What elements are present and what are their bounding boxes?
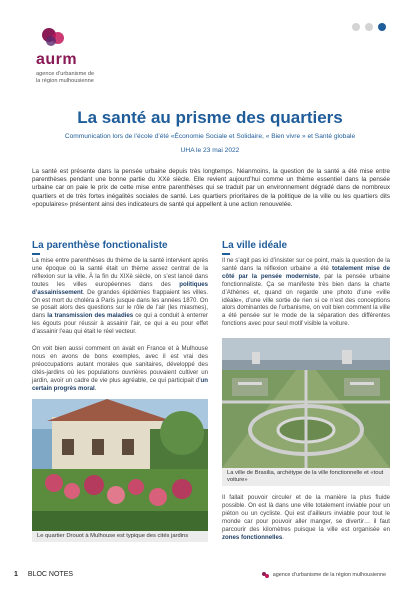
- page-dot[interactable]: [365, 23, 373, 31]
- left-column-heading: La parenthèse fonctionaliste: [32, 240, 168, 251]
- left-paragraph-1: La mise entre parenthèses du thème de la santé intervient après une époque où la santé était un thème assez central de la réflexion sur la ville. À la fin du XIXè siècle, on s’est lancé dans toutes les villes européennes dans des politiques d’assainissement. De grandes épidémies frappaient les villes. On est mort du choléra à Paris jusque dans les années 1870. On se posait alors des questions sur le rôle de l’air (les miasmes), dans la transmission des maladies ce qui a conduit à enterrer les égouts pour réussir à assainir l’air, ce qui a eu pour effet d’assainir l’eau qui était le réel vecteur.: [32, 257, 208, 336]
- left-photo-caption: Le quartier Drouot à Mulhouse est typique des cités jardins: [32, 531, 208, 542]
- footer-page-info: [14, 571, 73, 578]
- right-paragraph-1: Il ne s’agit pas ici d’insister sur ce point, mais la question de la santé dans la réflexion urbaine a été totalement mise de côté par la pensée moderniste, par la pensée urbaine fonctionnaliste. Ça se manifeste très bien dans la charte d’Athènes et, quand on regarde une photo d’une «ville idéale», d’une ville sortie de rien si ce n’est des conceptions alors dominantes de l’urbanisme, on voit bien comment la ville a été pensée sur le mode de la séparation des différentes fonctions avec pour seul motif visible la voiture.: [222, 257, 391, 328]
- heading-underline: [32, 253, 40, 255]
- aurm-logo: [36, 26, 136, 85]
- right-column-heading: La ville idéale: [222, 240, 288, 251]
- logo-tagline: agence d’urbanisme de la région mulhousienne: [36, 71, 95, 84]
- page-dot-active[interactable]: [378, 23, 386, 31]
- footer-agency: [262, 572, 386, 578]
- page-indicator: [352, 23, 386, 31]
- article-intro: La santé est présente dans la pensée urbaine depuis très longtemps. Néanmoins, la question de la santé a été mise entre parenthèses pendant une bonne partie du XXè siècle. Elle revient aujourd’hui comme un thème essentiel dans la pensée urbaine car on paie le prix de cette mise entre parenthèses qui se traduit par un environnement dégradé dans de nombreux quartiers et de très fortes inégalités sociales de santé. Les quartiers prioritaires de la politique de la ville ou les quartiers dits «populaires» présentent ainsi des indicateurs de santé qui appellent à une action renouvelée.: [32, 168, 390, 208]
- garden-city-photo: [32, 399, 208, 531]
- agency-name: agence d’urbanisme de la région mulhousienne: [272, 572, 386, 578]
- page-number: 1: [14, 571, 18, 578]
- logo-wordmark: aurm: [36, 51, 78, 68]
- logo-mark-icon: [36, 26, 76, 50]
- heading-underline: [222, 253, 230, 255]
- article-date: UHA le 23 mai 2022: [180, 147, 240, 154]
- article-title: La santé au prisme des quartiers: [77, 108, 343, 127]
- brasilia-photo: [222, 338, 390, 468]
- article-subtitle: Communication lors de l’école d’été «Économie Sociale et Solidaire, « Bien vivre » et Santé globale: [64, 133, 356, 140]
- agency-logo-icon: [262, 572, 270, 578]
- page-dot[interactable]: [352, 23, 360, 31]
- section-name: BLOC NOTES: [27, 571, 74, 578]
- right-paragraph-2: Il fallait pouvoir circuler et de la manière la plus fluide possible. On est là dans une ville totalement inviable pour un piéton ou un cycliste. Qui est d’ailleurs inviable pour tout le monde car pour pouvoir aller manger, se divertir… il faut parcourir des kilomètres puisque la ville est organisée en zones fonctionnelles.: [222, 494, 390, 541]
- right-photo-caption: La ville de Brasilia, archétype de la ville fonctionnelle et «tout voiture»: [222, 468, 390, 486]
- left-paragraph-2: On voit bien aussi comment on avait en France et à Mulhouse nous en avons de bons exemples, avec il est vrai des préoccupations autant morales que sanitaires, développé des cités-jardins où les populations ouvrières pouvaient cultiver un jardin, avoir un cadre de vie plus agréable, ce qui participait d’un certain progrès moral.: [32, 345, 208, 392]
